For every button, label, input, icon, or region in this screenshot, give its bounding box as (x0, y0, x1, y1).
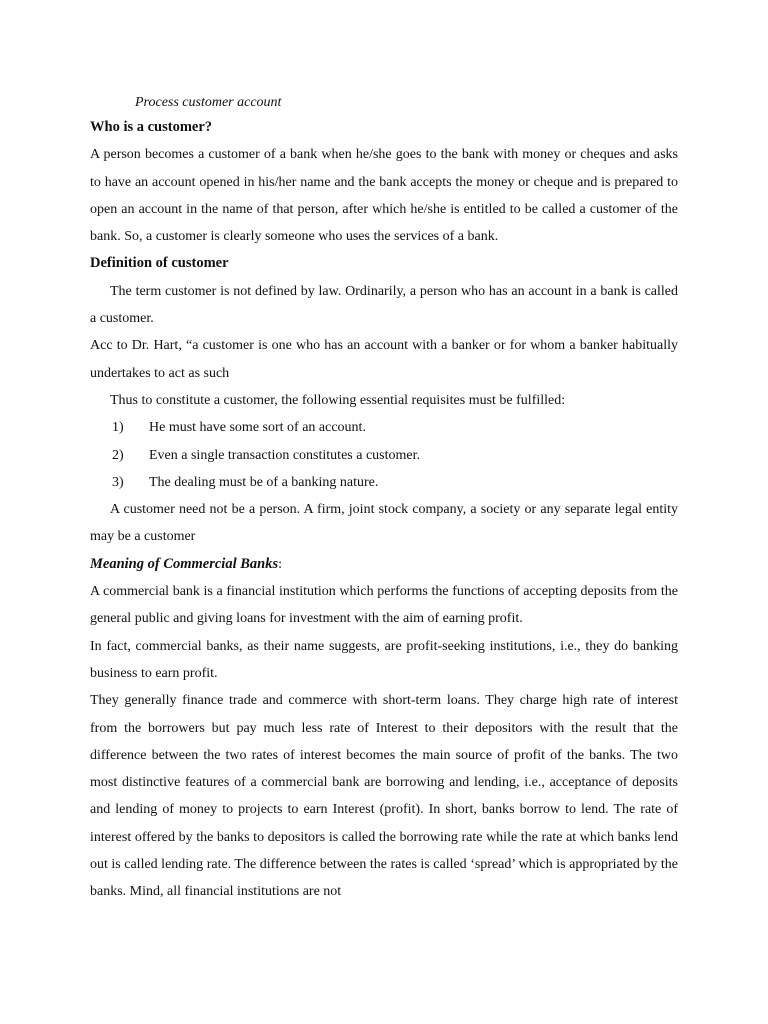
paragraph-profit-seeking: In fact, commercial banks, as their name suggests, are profit-seeking institutions, i.e., they do banking business to earn profit. (90, 638, 678, 681)
list-item-number: 1) (112, 420, 124, 436)
list-item-text: The dealing must be of a banking nature. (149, 474, 379, 490)
paragraph-requisites-intro: Thus to constitute a customer, the following essential requisites must be fulfilled: (110, 392, 566, 408)
heading-colon: : (278, 556, 283, 572)
heading-meaning-commercial-banks-text: Meaning of Commercial Banks (90, 555, 279, 572)
paragraph-customer-not-person: A customer need not be a person. A firm, joint stock company, a society or any separate legal entity may be a customer (90, 502, 678, 545)
heading-who-is-customer: Who is a customer? (90, 119, 213, 135)
heading-definition-of-customer: Definition of customer (90, 255, 229, 272)
list-item-number: 2) (112, 447, 124, 463)
list-item (90, 469, 678, 496)
list-item-text: He must have some sort of an account. (149, 420, 366, 436)
list-item (90, 442, 678, 469)
heading-meaning-commercial-banks (90, 551, 678, 578)
paragraph-borrowing-lending: They generally finance trade and commerce with short-term loans. They charge high rate of interest from the borrowers but pay much less rate of Interest to their depositors with the result that the difference between the two rates of interest becomes the main source of profit of the banks. The two most distinctive features of a commercial bank are borrowing and lending, i.e., acceptance of deposits and lending of money to projects to earn Interest (profit). In short, banks borrow to lend. The rate of interest offered by the banks to depositors is called the borrowing rate while the rate at which banks lend out is called lending rate. The difference between the rates is called ‘spread’ which is appropriated by the banks. Mind, all financial institutions are not (90, 693, 678, 900)
requisites-list (90, 414, 678, 496)
paragraph-commercial-bank-definition: A commercial bank is a financial institution which performs the functions of accepting deposits from the general public and giving loans for investment with the aim of earning profit. (90, 584, 678, 627)
paragraph-customer-law: The term customer is not defined by law. Ordinarily, a person who has an account in a bank is called a customer. (90, 283, 678, 327)
list-item-number: 3) (112, 474, 124, 490)
list-item (90, 414, 678, 441)
paragraph-dr-hart-quote: Acc to Dr. Hart, “a customer is one who has an account with a banker or for whom a banker habitually undertakes to act as such (90, 338, 678, 381)
paragraph-customer-description: A person becomes a customer of a bank when he/she goes to the bank with money or cheques and asks to have an account opened in his/her name and the bank accepts the money or cheque and is prepared to open an account in the name of that person, after which he/she is entitled to be called a customer of the bank. So, a customer is clearly someone who uses the services of a bank. (90, 147, 678, 245)
document-page (90, 92, 678, 906)
list-item-text: Even a single transaction constitutes a customer. (149, 447, 420, 463)
document-subtitle: Process customer account (135, 95, 282, 110)
